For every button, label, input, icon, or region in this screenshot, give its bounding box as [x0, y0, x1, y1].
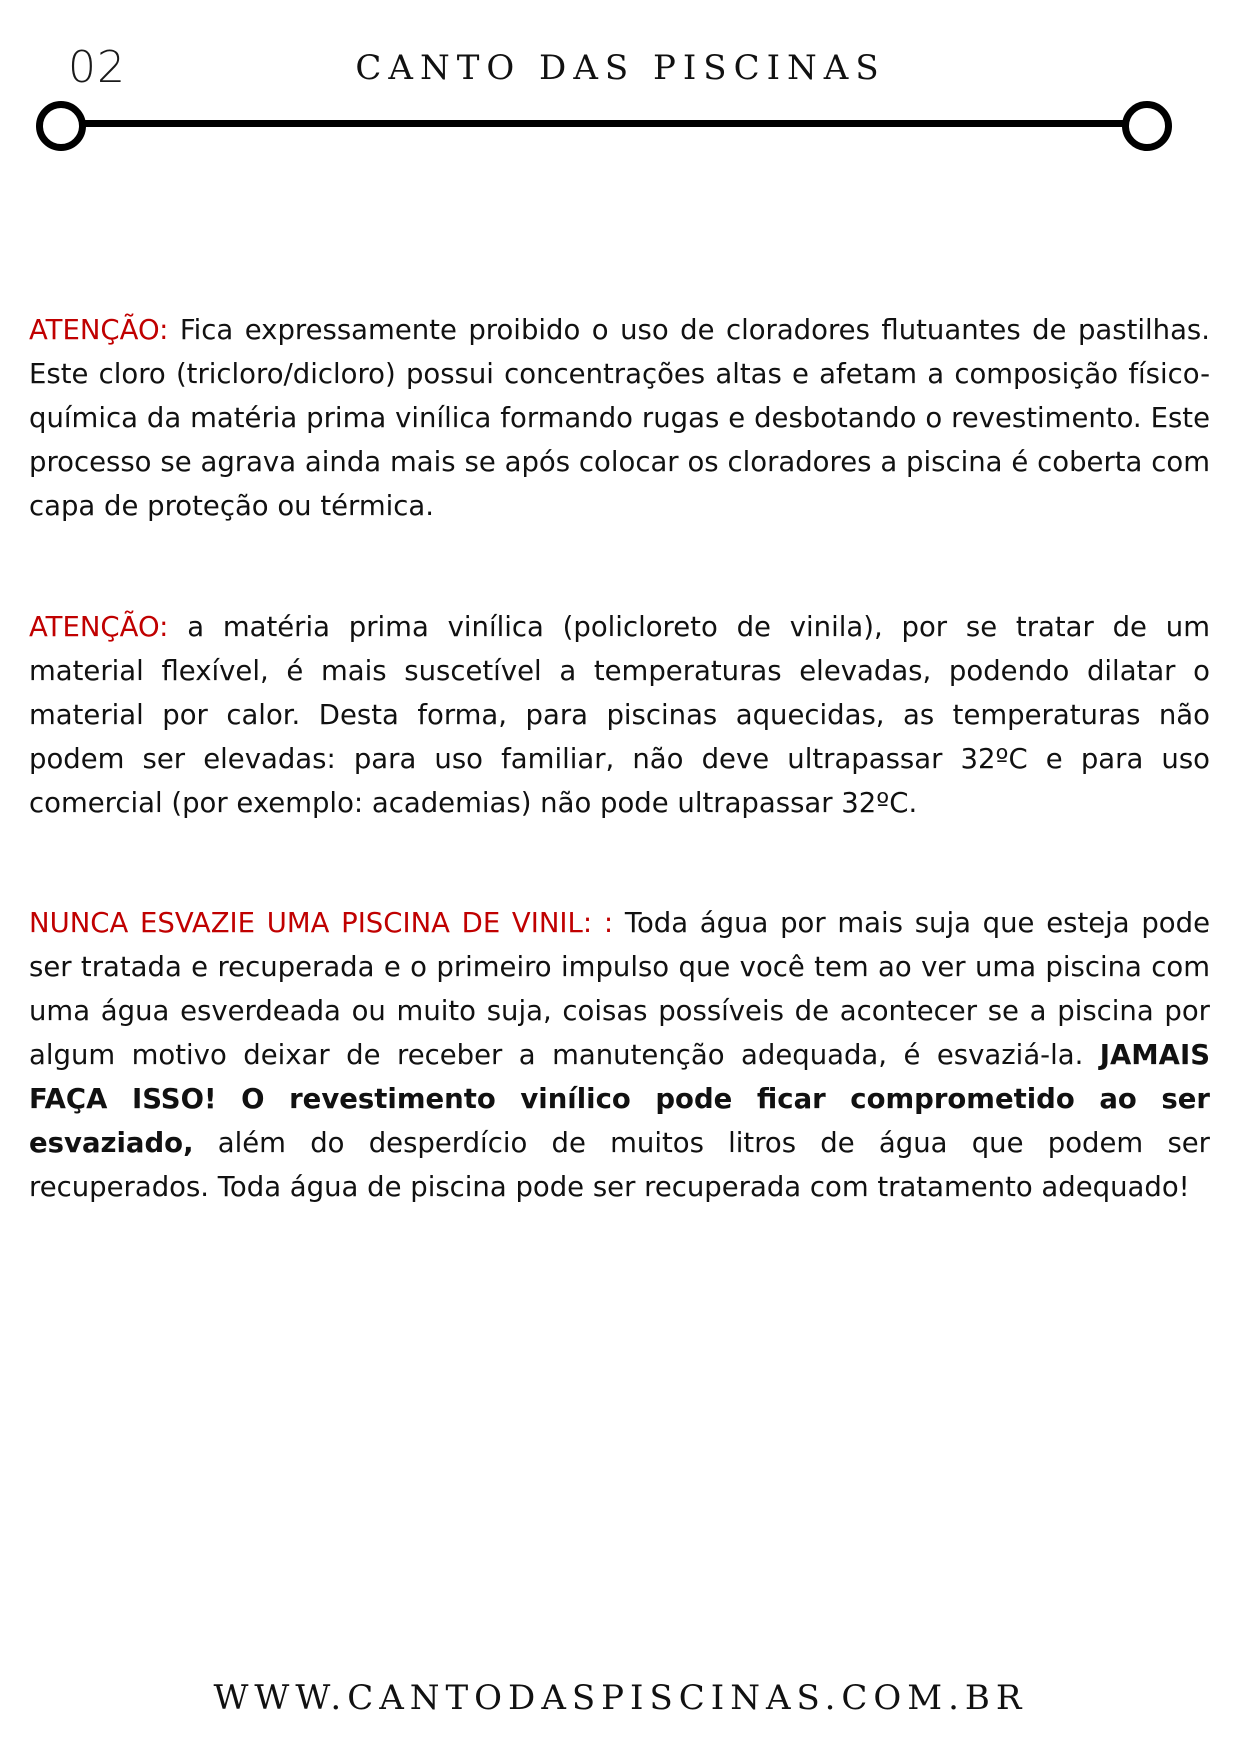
- notice-chlorinators: [29, 308, 1210, 528]
- notice-label: NUNCA ESVAZIE UMA PISCINA DE VINIL: :: [29, 906, 614, 939]
- header-rule: [58, 120, 1164, 127]
- notice-temperature: [29, 605, 1210, 825]
- site-title: CANTO DAS PISCINAS: [355, 48, 886, 88]
- rule-right-circle-icon: [1122, 101, 1172, 151]
- notice-label: ATENÇÃO:: [29, 313, 169, 346]
- footer-website-url: WWW.CANTODASPISCINAS.COM.BR: [213, 1678, 1028, 1718]
- rule-left-circle-icon: [36, 101, 86, 151]
- notice-text: Toda água por mais suja que esteja pode ser tratada e recuperada e o primeiro impulso que você tem ao ver uma piscina com uma água esverdeada ou muito suja, coisas possíveis de acontecer se a piscina por algum motivo deixar de receber a manutenção adequada, é esvaziá-la.: [29, 906, 1210, 1071]
- notice-never-empty: [29, 901, 1210, 1209]
- notice-warning-bold: JAMAIS FAÇA ISSO! O revestimento vinílico pode ficar comprometido ao ser esvaziado,: [29, 1038, 1210, 1159]
- notice-text-after: além do desperdício de muitos litros de água que podem ser recuperados. Toda água de piscina pode ser recuperada com tratamento adequado!: [29, 1126, 1210, 1203]
- notice-text: a matéria prima vinílica (policloreto de vinila), por se tratar de um material flexível, é mais suscetível a temperaturas elevadas, podendo dilatar o material por calor. Desta forma, para piscinas aquecidas, as temperaturas não podem ser elevadas: para uso familiar, não deve ultrapassar 32ºC e para uso comercial (por exemplo: academias) não pode ultrapassar 32ºC.: [29, 610, 1210, 819]
- notice-text: Fica expressamente proibido o uso de cloradores flutuantes de pastilhas. Este cloro (tricloro/dicloro) possui concentrações altas e afetam a composição físico-química da matéria prima vinílica formando rugas e desbotando o revestimento. Este processo se agrava ainda mais se após colocar os cloradores a piscina é coberta com capa de proteção ou térmica.: [29, 313, 1210, 522]
- page-number: 02: [68, 42, 126, 93]
- notice-label: ATENÇÃO:: [29, 610, 169, 643]
